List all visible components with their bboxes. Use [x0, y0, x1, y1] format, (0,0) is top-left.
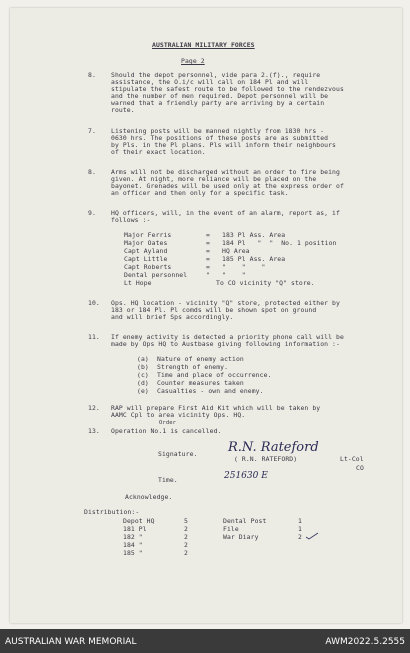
officer-eq: =: [206, 239, 210, 247]
officer-eq: =: [206, 255, 210, 263]
role: CO: [356, 464, 364, 472]
dist-name: 181 Pl: [123, 525, 147, 533]
officer-dest: " " ": [222, 263, 266, 271]
time-value: 251630 E: [224, 471, 268, 481]
page-number: Page 2: [181, 57, 205, 65]
para-line: route.: [111, 106, 135, 114]
para-line: and will brief Sps accordingly.: [111, 313, 234, 321]
officer-name: Major Ferris: [124, 231, 172, 239]
dist-count: 2: [184, 525, 188, 533]
para-number: 13.: [88, 427, 100, 435]
para-line: AAMC Cpl to area vicinity Ops. HQ.: [111, 411, 246, 419]
para-line: follows :-: [111, 216, 151, 224]
info-text: Time and place of occurrence.: [157, 371, 272, 379]
dist-count: 2: [184, 533, 188, 541]
typed-name: ( R.N. RATEFORD): [234, 455, 298, 463]
acknowledge-label: Acknowledge.: [125, 493, 173, 501]
officer-dest: 183 Pl Ass. Area: [222, 231, 286, 239]
signature-label: Signature.: [158, 450, 198, 458]
para-line: If enemy activity is detected a priority phone call will be: [111, 333, 344, 341]
dist-name: File: [223, 525, 239, 533]
para-line: made by Ops HQ to Austbase giving following information :-: [111, 340, 340, 348]
para-line: warned that a friendly party are arriving by a certain: [111, 99, 325, 107]
para-line: 183 or 184 Pl. Pl comds will be shown spot on ground: [111, 306, 317, 314]
para-number: 7.: [88, 127, 96, 135]
handwritten-signature: R.N. Rateford: [228, 440, 319, 455]
para-line: RAP will prepare First Aid Kit which will be taken by: [111, 404, 321, 412]
handwritten-insert: Order: [159, 420, 177, 426]
para-line: bayonet. Grenades will be used only at the express order of: [111, 182, 344, 190]
para-line: of their exact location.: [111, 148, 206, 156]
dist-count: 2: [184, 549, 188, 557]
officer-eq: =: [206, 263, 210, 271]
dist-count: 1: [298, 525, 302, 533]
para-number: 10.: [88, 299, 100, 307]
para-number: 8.: [88, 71, 96, 79]
para-line: Operation No.1 is cancelled.: [111, 427, 222, 435]
para-number: 9.: [88, 209, 96, 217]
footer-bar: [0, 629, 410, 653]
para-line: Listening posts will be manned nightly from 1830 hrs -: [111, 127, 325, 135]
para-line: and the number of men required. Depot personnel will be: [111, 92, 329, 100]
officer-name: Capt Little: [124, 255, 168, 263]
officer-dest: 184 Pl " " No. 1 position: [222, 239, 337, 247]
info-key: (a): [137, 355, 149, 363]
para-line: assistance, the O.i/c will call on 184 Pl and will: [111, 78, 309, 86]
officer-name: Capt Ayland: [124, 247, 168, 255]
info-key: (e): [137, 387, 149, 395]
dist-name: Depot HQ: [123, 517, 155, 525]
dist-name: 182 ": [123, 533, 143, 541]
para-line: Should the depot personnel, vide para 2.(f)., require: [111, 71, 321, 79]
para-number: 12.: [88, 404, 100, 412]
para-line: an officer and then only for a specific task.: [111, 189, 289, 197]
para-line: stipulate the safest route to be followed to the rendezvous: [111, 85, 344, 93]
distribution-title: Distribution:-: [84, 508, 140, 516]
officer-name: Major Oates: [124, 239, 168, 247]
officer-dest: HQ Area: [222, 247, 250, 255]
officer-dest: To CO vicinity "Q" store.: [216, 279, 315, 287]
info-key: (b): [137, 363, 149, 371]
info-text: Casualties - own and enemy.: [157, 387, 264, 395]
para-number: 8.: [88, 168, 96, 176]
dist-count: 5: [184, 517, 188, 525]
footer-accession: AWM2022.5.2555: [325, 637, 405, 647]
dist-name: War Diary: [223, 533, 259, 541]
dist-name: 185 ": [123, 549, 143, 557]
time-label: Time.: [158, 476, 178, 484]
dist-count: 2: [298, 533, 302, 541]
document-page: [10, 8, 402, 623]
officer-name: Capt Roberts: [124, 263, 172, 271]
officer-name: Dental personnel: [124, 271, 188, 279]
para-number: 11.: [88, 333, 100, 341]
info-text: Strength of enemy.: [157, 363, 229, 371]
info-key: (c): [137, 371, 149, 379]
check-mark-icon: [305, 532, 319, 540]
para-line: given. At night, more reliance will be placed on the: [111, 175, 317, 183]
officer-name: Lt Hope: [124, 279, 152, 287]
para-line: 0630 hrs. The positions of these posts are as submitted: [111, 134, 329, 142]
para-line: by Pls. in the Pl plans. Pls will inform their neighbours: [111, 141, 337, 149]
info-text: Nature of enemy action: [157, 355, 244, 363]
para-line: Arms will not be discharged without an order to fire being: [111, 168, 340, 176]
para-line: HQ officers, will, in the event of an alarm, report as, if: [111, 209, 340, 217]
dist-count: 1: [298, 517, 302, 525]
dist-name: 184 ": [123, 541, 143, 549]
officer-eq: =: [206, 247, 210, 255]
info-text: Counter measures taken: [157, 379, 244, 387]
officer-eq: =: [206, 231, 210, 239]
para-line: Ops. HQ location - vicinity "Q" store, protected either by: [111, 299, 340, 307]
footer-institution: AUSTRALIAN WAR MEMORIAL: [5, 637, 137, 647]
rank: Lt-Col: [340, 455, 364, 463]
dist-name: Dental Post: [223, 517, 267, 525]
officer-dest: " ": [222, 271, 246, 279]
info-key: (d): [137, 379, 149, 387]
officer-dest: 185 Pl Ass. Area: [222, 255, 286, 263]
document-title: AUSTRALIAN MILITARY FORCES: [152, 41, 255, 49]
dist-count: 2: [184, 541, 188, 549]
officer-eq: ": [206, 271, 210, 279]
